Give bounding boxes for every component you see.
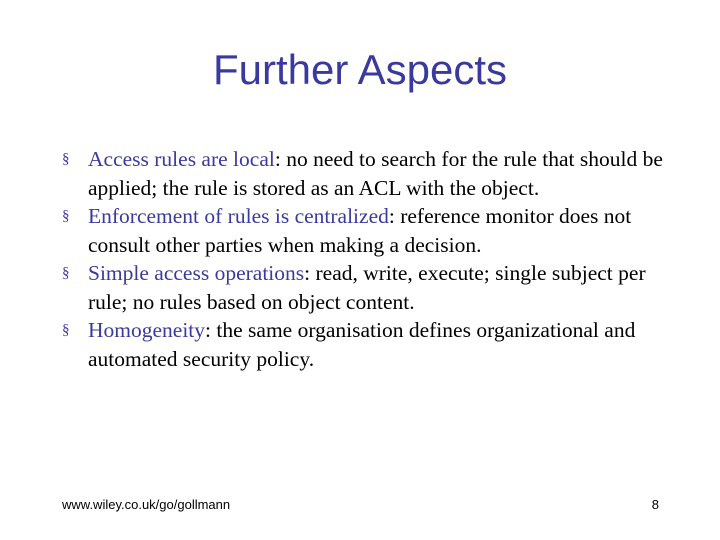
- bullet-item: [62, 145, 682, 202]
- bullet-text: : read, write, execute; single subject per rule; no rules based on object content.: [88, 261, 646, 314]
- page-number: 8: [651, 497, 659, 512]
- bullet-term: Access rules are local: [88, 147, 275, 171]
- bullet-text: : no need to search for the rule that should be applied; the rule is stored as an ACL with the object.: [88, 147, 663, 200]
- bullet-item: [62, 202, 682, 259]
- bullet-marker-icon: §: [62, 322, 70, 338]
- bullet-marker-icon: §: [62, 151, 70, 167]
- bullet-item: [62, 316, 682, 373]
- bullet-term: Simple access operations: [88, 261, 305, 285]
- bullet-marker-icon: §: [62, 208, 70, 224]
- slide-title: Further Aspects: [212, 46, 508, 93]
- bullet-term: Homogeneity: [88, 318, 206, 342]
- bullet-text: : the same organisation defines organizational and automated security policy.: [88, 318, 636, 371]
- footer-url: www.wiley.co.uk/go/gollmann: [62, 497, 231, 512]
- bullet-item: [62, 259, 682, 316]
- bullet-marker-icon: §: [62, 265, 70, 281]
- bullet-term: Enforcement of rules is centralized: [88, 204, 389, 228]
- bullet-text: : reference monitor does not consult other parties when making a decision.: [88, 204, 632, 257]
- bullet-list: [62, 145, 682, 373]
